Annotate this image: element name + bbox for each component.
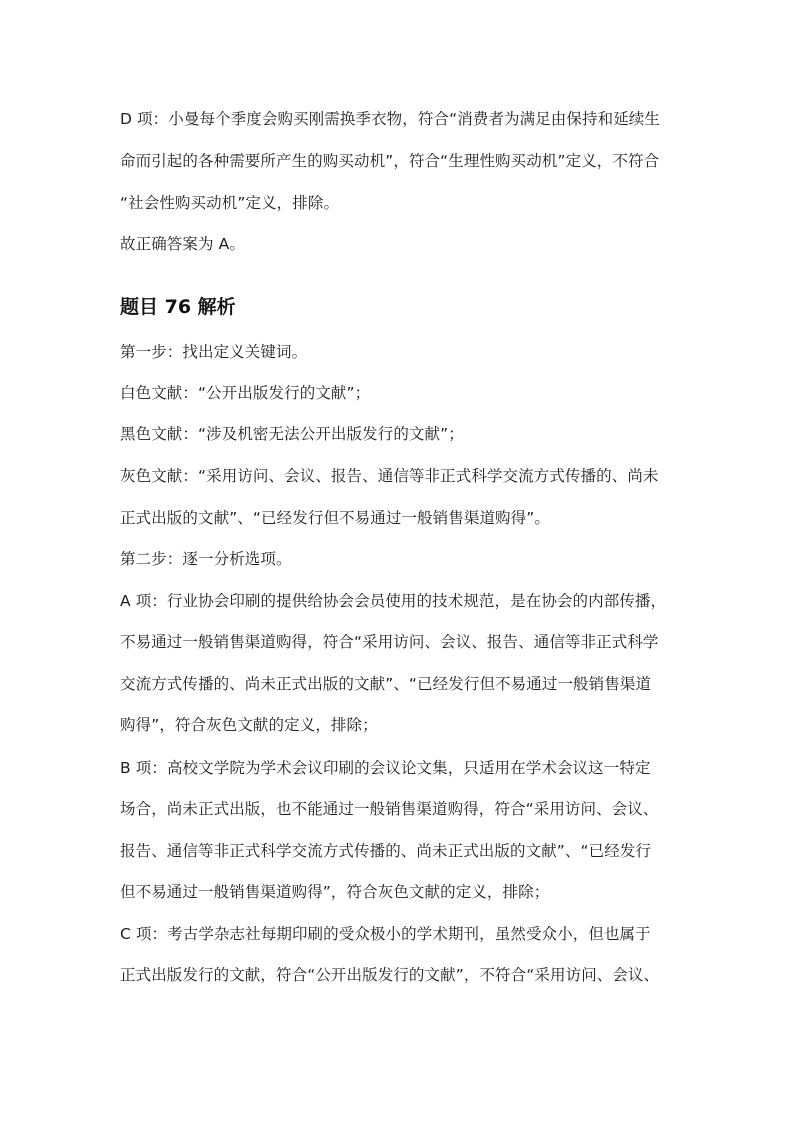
paragraph-line: 第二步：逐一分析选项。 xyxy=(120,550,292,568)
paragraph-line: 正式出版的文献”、“已经发行但不易通过一般销售渠道购得”。 xyxy=(120,509,550,527)
paragraph-line: B 项：高校文学院为学术会议印刷的会议论文集，只适用在学术会议这一特定 xyxy=(120,759,651,777)
section-heading: 题目 76 解析 xyxy=(120,296,236,318)
paragraph-line: 命而引起的各种需要所产生的购买动机”，符合“生理性购买动机”定义，不符合 xyxy=(120,152,660,170)
paragraph-line: “社会性购买动机”定义，排除。 xyxy=(120,194,340,212)
paragraph-line: A 项：行业协会印刷的提供给协会会员使用的技术规范，是在协会的内部传播， xyxy=(120,592,667,610)
paragraph-line: 交流方式传播的、尚未正式出版的文献”、“已经发行但不易通过一般销售渠道 xyxy=(120,675,652,693)
paragraph-line: 灰色文献：“采用访问、会议、报告、通信等非正式科学交流方式传播的、尚未 xyxy=(120,467,659,485)
paragraph-line: 不易通过一般销售渠道购得，符合“采用访问、会议、报告、通信等非正式科学 xyxy=(120,633,659,651)
paragraph-line: D 项：小曼每个季度会购买刚需换季衣物，符合“消费者为满足由保持和延续生 xyxy=(120,110,660,128)
paragraph-line: 报告、通信等非正式科学交流方式传播的、尚未正式出版的文献”、“已经发行 xyxy=(120,842,652,860)
paragraph-line: 黑色文献：“涉及机密无法公开出版发行的文献”； xyxy=(120,425,464,443)
paragraph-line: 但不易通过一般销售渠道购得”，符合灰色文献的定义，排除； xyxy=(120,883,550,901)
paragraph-line: 购得”，符合灰色文献的定义，排除； xyxy=(120,716,378,734)
answer-line: 故正确答案为 A。 xyxy=(120,235,245,253)
paragraph-line: 第一步：找出定义关键词。 xyxy=(120,343,308,361)
paragraph-line: 白色文献：“公开出版发行的文献”； xyxy=(120,384,371,402)
paragraph-line: C 项：考古学杂志社每期印刷的受众极小的学术期刊，虽然受众小，但也属于 xyxy=(120,925,651,943)
paragraph-line: 场合，尚未正式出版，也不能通过一般销售渠道购得，符合“采用访问、会议、 xyxy=(120,800,659,818)
paragraph-line: 正式出版发行的文献，符合“公开出版发行的文献”，不符合“采用访问、会议、 xyxy=(120,966,660,984)
